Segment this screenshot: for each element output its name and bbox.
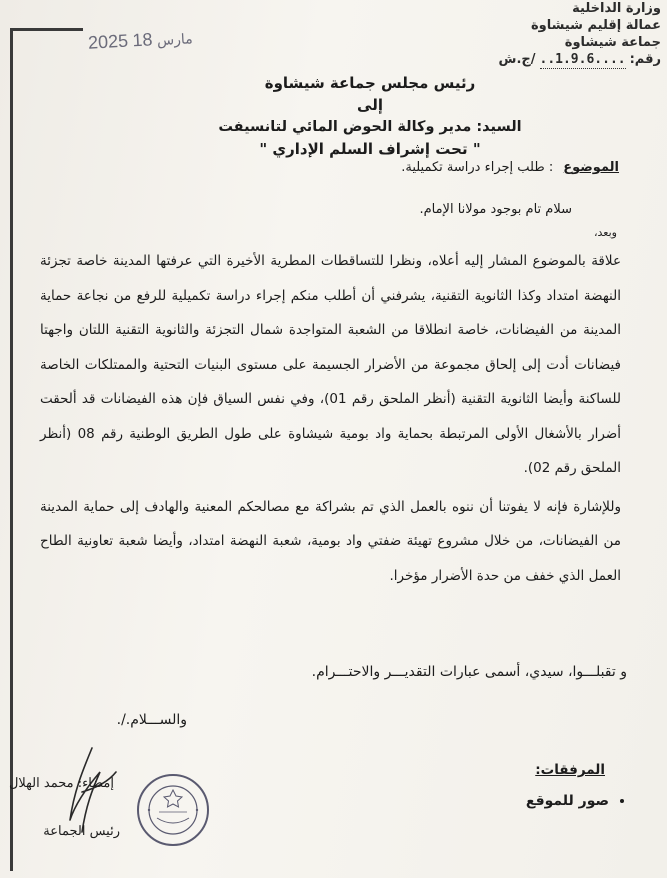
attachment-item: • صور للموقع: [526, 793, 609, 809]
signatory-name: إمضاء: محمد الهلال: [8, 776, 114, 791]
ministry-header: [499, 0, 662, 69]
attachments-title: المرفقات:: [535, 762, 605, 778]
reference-label: رقم:: [629, 52, 661, 67]
recipient-title: السيد: مدير وكالة الحوض المائي لتانسيفت: [218, 119, 522, 135]
body-paragraph-1: علاقة بالموضوع المشار إليه أعلاه، ونظرا للتساقطات المطرية الأخيرة التي عرفتها المدينة خاصة تجزئة النهضة امتداد وكذا الثانوية التقنية، يشرفني أن أطلب منكم إجراء دراسة تكميلية للرفع من نجاعة حماية المدينة من الفيضانات، خاصة انطلاقا من الشعبة المتواجدة شمال التجزئة والثانوية التقنية اللتان واجهتا فيضانات أدت إلى إلحاق مجموعة من الأضرار الجسيمة على مستوى البنيات التحتية والممتلكات الخاصة للساكنة وأيضا الثانوية التقنية (أنظر الملحق رقم 01)، وفي نفس السياق فإن هذه الفيضانات قد ألحقت أضرار بالأشغال الأولى المرتبطة بحماية واد بومية شيشاوة على طول الطريق الوطنية رقم 08 (أنظر الملحق رقم 02).: [40, 253, 622, 476]
date-month: مارس: [156, 31, 194, 50]
signature-block: [4, 768, 154, 868]
date-stamp: [88, 27, 194, 53]
subject-text: : طلب إجراء دراسة تكميلية.: [401, 160, 554, 175]
closing-formula: و تقبلـــوا، سيدي، أسمى عبارات التقديـــر والاحتـــرام.: [311, 664, 627, 680]
greeting: سلام تام بوجود مولانا الإمام.: [419, 202, 572, 217]
to-label: إلى: [357, 96, 383, 114]
sign-off: والســـلام./.: [116, 712, 187, 728]
address-block: [150, 72, 590, 160]
commune-name: جماعة شيشاوة: [564, 35, 661, 50]
via-line: " تحت إشراف السلم الإداري ": [259, 140, 481, 158]
date-day: 18: [131, 29, 154, 51]
province-name: عمالة إقليم شيشاوة: [530, 18, 661, 33]
reference-suffix: /ج.ش: [498, 52, 536, 67]
letter-body: [40, 244, 621, 593]
salutation: وبعد،: [593, 226, 617, 239]
subject-line: [401, 160, 619, 175]
subject-label: الموضوع: [563, 160, 619, 175]
sender-title: رئيس مجلس جماعة شيشاوة: [264, 74, 476, 92]
signatory-title: رئيس الجماعة: [43, 824, 120, 839]
reference-number: [499, 51, 662, 69]
reference-value: ....1.9.6..: [539, 52, 626, 67]
ministry-name: وزارة الداخلية: [572, 1, 661, 16]
date-year: 2025: [87, 30, 129, 53]
attachments-list: [526, 793, 627, 809]
body-paragraph-2: وللإشارة فإنه لا يفوتنا أن ننوه بالعمل الذي تم بشراكة مع مصالحكم المعنية والهادف إلى حماية المدينة من الفيضانات، من خلال مشروع تهيئة ضفتي واد بومية، شعبة النهضة امتداد، وأيضا شعبة تعاونية الطاح العمل الذي خفف من حدة الأضرار مؤخرا.: [40, 498, 621, 584]
